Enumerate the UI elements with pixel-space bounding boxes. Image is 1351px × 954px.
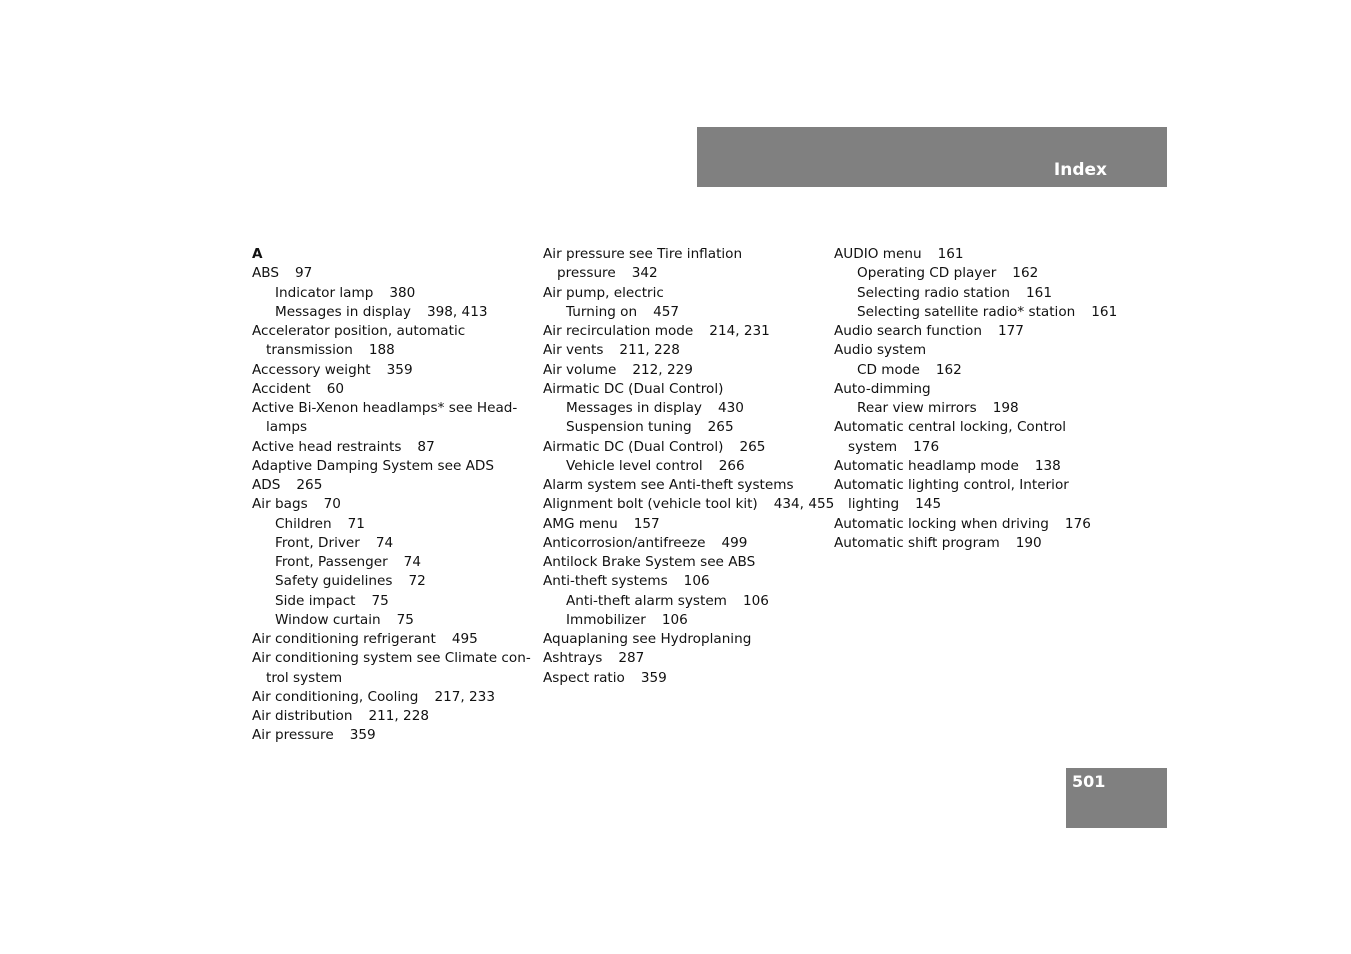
index-page-ref: 106 — [683, 573, 710, 590]
index-entry — [252, 572, 531, 591]
index-term: Messages in display — [566, 400, 702, 416]
index-entry — [252, 399, 531, 418]
index-term: Active head restraints — [252, 438, 402, 455]
index-entry — [543, 630, 834, 649]
index-page-ref: 217, 233 — [434, 688, 495, 705]
index-term: Ashtrays — [543, 650, 603, 667]
index-page-ref: 188 — [368, 342, 395, 359]
index-entry — [834, 457, 1117, 476]
index-term: Aspect ratio — [543, 669, 625, 686]
index-page-ref: 106 — [742, 592, 769, 609]
index-entry — [543, 669, 834, 688]
index-page-ref: 87 — [417, 438, 435, 455]
index-page-ref: 211, 228 — [619, 342, 680, 359]
index-term: Safety guidelines — [275, 573, 393, 590]
index-term: Air recirculation mode — [543, 323, 694, 339]
header-bar — [697, 127, 1167, 187]
index-entry — [543, 476, 834, 495]
index-page-ref: 434, 455 — [773, 496, 835, 513]
page-title: Index — [1053, 160, 1107, 180]
index-entry — [252, 303, 531, 322]
index-term: Aquaplaning see Hydroplaning — [543, 631, 752, 647]
index-page-ref: 265 — [739, 438, 766, 455]
index-page-ref: 457 — [653, 303, 680, 320]
index-term: lamps — [266, 419, 308, 436]
index-term: Window curtain — [275, 611, 381, 628]
index-entry — [252, 438, 531, 457]
index-entry — [543, 303, 834, 322]
index-entry — [252, 341, 531, 360]
index-term: Air conditioning, Cooling — [252, 688, 419, 705]
index-term: Anticorrosion/antifreeze — [543, 534, 706, 551]
index-term: Air conditioning refrigerant — [252, 631, 436, 647]
index-term: Accelerator position, automatic — [252, 323, 466, 339]
index-term: AUDIO menu — [834, 246, 922, 262]
index-term: Front, Driver — [275, 534, 360, 551]
index-term: A — [252, 246, 263, 262]
index-page-ref: 162 — [1012, 265, 1039, 282]
index-page-ref: 161 — [1026, 284, 1052, 301]
index-entry — [834, 534, 1117, 553]
index-column-3 — [834, 245, 1117, 553]
index-page-ref: 177 — [997, 323, 1024, 339]
page-number: 501 — [1072, 772, 1106, 791]
index-term: Children — [275, 515, 332, 532]
index-page-ref: 161 — [1091, 303, 1118, 320]
index-page-ref: 97 — [295, 265, 313, 282]
index-entry — [252, 515, 531, 534]
index-page-ref: 211, 228 — [368, 708, 429, 724]
index-term: Airmatic DC (Dual Control) — [543, 380, 724, 397]
index-entry — [834, 476, 1117, 495]
index-entry — [252, 418, 531, 437]
index-letter-heading — [252, 245, 531, 264]
index-entry — [543, 457, 834, 476]
index-entry — [543, 284, 834, 303]
index-term: Vehicle level control — [566, 457, 703, 474]
index-entry — [834, 341, 1117, 360]
index-entry — [543, 264, 834, 283]
index-term: Airmatic DC (Dual Control) — [543, 438, 724, 455]
index-page-ref: 198 — [992, 400, 1019, 416]
index-entry — [834, 245, 1117, 264]
index-term: Audio system — [834, 342, 927, 359]
index-page-ref: 74 — [403, 554, 421, 570]
index-page-ref: 106 — [661, 611, 688, 628]
index-term: Immobilizer — [566, 611, 646, 628]
index-page-ref: 287 — [618, 650, 645, 667]
index-entry — [543, 322, 834, 341]
index-term: Automatic locking when driving — [834, 515, 1049, 532]
index-term: Air distribution — [252, 708, 353, 724]
index-term: Audio search function — [834, 323, 982, 339]
index-entry — [252, 649, 531, 668]
index-page-ref: 495 — [451, 631, 478, 647]
index-entry — [543, 592, 834, 611]
index-term: Side impact — [275, 592, 356, 609]
index-term: Accessory weight — [252, 361, 371, 378]
index-term: lighting — [848, 496, 900, 513]
index-entry — [834, 361, 1117, 380]
index-entry — [252, 707, 531, 726]
index-term: Auto-dimming — [834, 380, 931, 397]
index-term: CD mode — [857, 361, 920, 378]
index-term: Air volume — [543, 361, 617, 378]
index-term: ADS — [252, 477, 281, 493]
index-entry — [252, 630, 531, 649]
index-page-ref: 359 — [640, 669, 667, 686]
index-term: Air pressure see Tire inflation — [543, 246, 743, 262]
index-page-ref: 161 — [937, 246, 964, 262]
index-term: Operating CD player — [857, 265, 997, 282]
index-entry — [834, 495, 1117, 514]
index-page-ref: 72 — [408, 573, 426, 590]
index-entry — [252, 476, 531, 495]
index-term: Suspension tuning — [566, 419, 692, 436]
index-entry — [252, 457, 531, 476]
index-entry — [252, 380, 531, 399]
index-entry — [543, 399, 834, 418]
index-entry — [834, 380, 1117, 399]
index-entry — [543, 418, 834, 437]
index-term: Indicator lamp — [275, 284, 374, 301]
index-entry — [834, 418, 1117, 437]
index-page-ref: 380 — [389, 284, 416, 301]
index-page-ref: 265 — [707, 419, 734, 436]
index-entry — [252, 361, 531, 380]
index-term: ABS — [252, 265, 280, 282]
index-entry — [252, 284, 531, 303]
index-entry — [252, 534, 531, 553]
index-term: pressure — [557, 265, 616, 282]
index-entry — [543, 553, 834, 572]
index-entry — [543, 649, 834, 668]
index-entry — [543, 534, 834, 553]
index-term: Adaptive Damping System see ADS — [252, 457, 495, 474]
index-term: Alignment bolt (vehicle tool kit) — [543, 496, 758, 513]
index-term: Air pump, electric — [543, 284, 664, 301]
index-entry — [252, 592, 531, 611]
index-column-1 — [252, 245, 531, 746]
index-term: Front, Passenger — [275, 554, 388, 570]
index-entry — [834, 303, 1117, 322]
index-entry — [543, 611, 834, 630]
index-term: Antilock Brake System see ABS — [543, 554, 756, 570]
index-entry — [252, 611, 531, 630]
index-entry — [252, 495, 531, 514]
index-page-ref: 265 — [296, 477, 323, 493]
index-entry — [543, 495, 834, 514]
index-entry — [543, 438, 834, 457]
index-entry — [252, 264, 531, 283]
index-page-ref: 70 — [323, 496, 341, 513]
index-entry — [252, 669, 531, 688]
index-term: Alarm system see Anti-theft systems — [543, 477, 794, 493]
index-entry — [834, 515, 1117, 534]
index-term: Active Bi-Xenon headlamps* see Head- — [252, 400, 518, 416]
index-term: Air vents — [543, 342, 604, 359]
index-entry — [543, 341, 834, 360]
index-term: Automatic lighting control, Interior — [834, 477, 1069, 493]
index-page-ref: 74 — [375, 534, 394, 551]
index-page-ref: 75 — [371, 592, 389, 609]
index-term: Anti-theft alarm system — [566, 592, 727, 609]
index-term: Accident — [252, 380, 311, 397]
index-page-ref: 266 — [718, 457, 745, 474]
index-column-2 — [543, 245, 834, 688]
index-entry — [543, 361, 834, 380]
index-entry — [543, 515, 834, 534]
index-page-ref: 138 — [1034, 457, 1061, 474]
index-page-ref: 430 — [717, 400, 744, 416]
index-term: Automatic shift program — [834, 534, 1000, 551]
index-entry — [252, 688, 531, 707]
index-page-ref: 71 — [347, 515, 365, 532]
index-page-ref: 212, 229 — [632, 361, 693, 378]
index-entry — [543, 245, 834, 264]
index-entry — [543, 572, 834, 591]
index-page-ref: 342 — [631, 265, 658, 282]
index-term: Air conditioning system see Climate con- — [252, 650, 531, 667]
index-entry — [834, 438, 1117, 457]
index-term: Turning on — [566, 303, 638, 320]
index-page-ref: 75 — [396, 611, 414, 628]
index-page-ref: 176 — [1064, 515, 1091, 532]
index-entry — [252, 726, 531, 745]
index-entry — [252, 322, 531, 341]
index-term: system — [848, 438, 898, 455]
index-term: Selecting satellite radio* station — [857, 303, 1076, 320]
index-term: Automatic headlamp mode — [834, 457, 1019, 474]
index-entry — [834, 284, 1117, 303]
index-page-ref: 214, 231 — [709, 323, 770, 339]
index-entry — [543, 380, 834, 399]
index-entry — [834, 264, 1117, 283]
index-term: Anti-theft systems — [543, 573, 668, 590]
index-term: AMG menu — [543, 515, 618, 532]
index-term: Air pressure — [252, 727, 334, 744]
index-term: trol system — [266, 669, 343, 686]
index-term: Automatic central locking, Control — [834, 419, 1067, 436]
index-page-ref: 162 — [935, 361, 962, 378]
index-page-ref: 60 — [326, 380, 345, 397]
index-term: Selecting radio station — [857, 284, 1011, 301]
index-term: transmission — [266, 342, 353, 359]
index-page-ref: 499 — [721, 534, 748, 551]
page-number-box — [1066, 768, 1167, 828]
index-entry — [252, 553, 531, 572]
index-term: Messages in display — [275, 303, 411, 320]
index-page-ref: 190 — [1015, 534, 1042, 551]
index-entry — [834, 322, 1117, 341]
index-page-ref: 145 — [915, 496, 942, 513]
index-entry — [834, 399, 1117, 418]
index-page-ref: 398, 413 — [426, 303, 488, 320]
index-term: Rear view mirrors — [857, 400, 977, 416]
index-page-ref: 176 — [913, 438, 940, 455]
index-page-ref: 359 — [386, 361, 413, 378]
index-page-ref: 359 — [349, 727, 376, 744]
index-page-ref: 157 — [633, 515, 660, 532]
index-term: Air bags — [252, 496, 308, 513]
